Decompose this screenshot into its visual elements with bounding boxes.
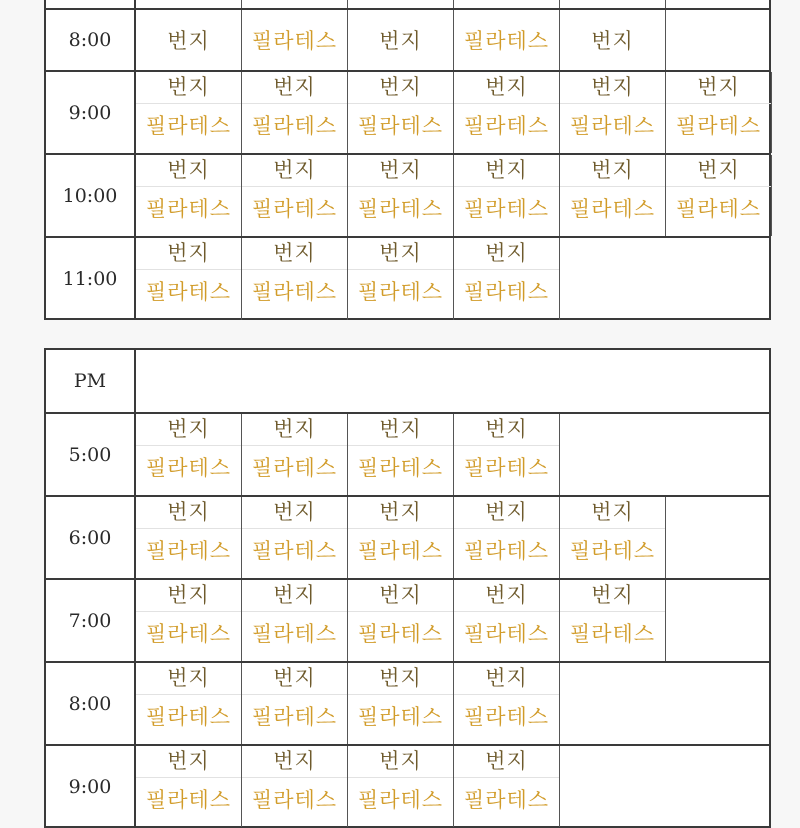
pilates-label: 필라테스	[251, 456, 338, 480]
class-cell	[454, 155, 560, 236]
class-cell	[666, 72, 772, 153]
class-cell	[242, 0, 348, 8]
bungee-label: 번지	[560, 497, 665, 529]
bungee-label: 번지	[560, 72, 665, 104]
bungee-label: 번지	[136, 72, 241, 104]
pilates-label: 필라테스	[569, 622, 656, 646]
bungee-label: 번지	[379, 29, 422, 53]
bungee-label: 번지	[454, 663, 559, 695]
bungee-label: 번지	[348, 72, 453, 104]
pilates-label: 필라테스	[463, 788, 550, 812]
bungee-label: 번지	[454, 414, 559, 446]
pilates-label: 필라테스	[251, 788, 338, 812]
class-cell	[348, 72, 454, 153]
bungee-label: 번지	[242, 155, 347, 187]
pm-row	[46, 661, 769, 744]
pilates-label: 필라테스	[463, 29, 550, 53]
pilates-label: 필라테스	[145, 788, 232, 812]
pm-schedule-table	[44, 348, 771, 828]
pilates-label: 필라테스	[463, 280, 550, 304]
class-cell	[136, 497, 242, 578]
pm-row	[46, 578, 769, 661]
pilates-label: 필라테스	[463, 197, 550, 221]
class-cell	[242, 238, 348, 320]
pilates-label: 필라테스	[675, 197, 762, 221]
pilates-label: 필라테스	[463, 705, 550, 729]
bungee-label: 번지	[454, 72, 559, 104]
time-label: 5:00	[46, 414, 136, 495]
pilates-label: 필라테스	[145, 114, 232, 138]
pilates-label: 필라테스	[145, 197, 232, 221]
class-cell	[136, 0, 242, 8]
class-cell	[454, 238, 560, 320]
class-cell	[242, 72, 348, 153]
class-cell	[136, 72, 242, 153]
bungee-label: 번지	[136, 580, 241, 612]
am-row	[46, 70, 769, 153]
time-label: 9:00	[46, 746, 136, 827]
time-label: 10:00	[46, 155, 136, 236]
pilates-label: 필라테스	[569, 539, 656, 563]
am-row	[46, 8, 769, 70]
pilates-label: 필라테스	[145, 539, 232, 563]
pilates-label: 필라테스	[463, 456, 550, 480]
class-cell	[348, 746, 454, 827]
pilates-label: 필라테스	[251, 197, 338, 221]
bungee-label: 번지	[136, 497, 241, 529]
bungee-label: 번지	[454, 746, 559, 778]
pilates-label: 필라테스	[463, 622, 550, 646]
bungee-label: 번지	[136, 238, 241, 270]
class-cell	[242, 414, 348, 495]
class-cell	[454, 497, 560, 578]
class-cell	[560, 10, 666, 70]
pilates-label: 필라테스	[357, 280, 444, 304]
class-cell	[666, 155, 772, 236]
class-cell	[560, 580, 666, 661]
class-cell	[242, 10, 348, 70]
pm-label: PM	[46, 350, 136, 412]
pm-row	[46, 744, 769, 827]
class-cell	[136, 663, 242, 744]
pilates-label: 필라테스	[357, 788, 444, 812]
bungee-label: 번지	[560, 155, 665, 187]
class-cell	[348, 497, 454, 578]
bungee-label: 번지	[136, 155, 241, 187]
am-row	[46, 236, 769, 320]
bungee-label: 번지	[348, 497, 453, 529]
bungee-label: 번지	[591, 29, 634, 53]
pilates-label: 필라테스	[463, 114, 550, 138]
bungee-label: 번지	[242, 663, 347, 695]
bungee-label: 번지	[242, 72, 347, 104]
pilates-label: 필라테스	[357, 622, 444, 646]
class-cell	[242, 663, 348, 744]
class-cell	[454, 72, 560, 153]
class-cell	[348, 0, 454, 8]
bungee-label: 번지	[348, 414, 453, 446]
pilates-label: 필라테스	[675, 114, 762, 138]
time-label	[46, 0, 136, 8]
time-label: 6:00	[46, 497, 136, 578]
pilates-label: 필라테스	[357, 539, 444, 563]
class-cell	[560, 497, 666, 578]
class-cell	[136, 414, 242, 495]
bungee-label: 번지	[348, 155, 453, 187]
time-label: 8:00	[46, 663, 136, 744]
class-cell	[136, 10, 242, 70]
pilates-label: 필라테스	[145, 622, 232, 646]
bungee-label: 번지	[136, 746, 241, 778]
pilates-label: 필라테스	[357, 456, 444, 480]
time-label: 11:00	[46, 238, 136, 320]
pilates-label: 필라테스	[145, 456, 232, 480]
class-cell	[348, 155, 454, 236]
class-cell	[454, 663, 560, 744]
bungee-label: 번지	[242, 497, 347, 529]
class-cell	[242, 155, 348, 236]
class-cell	[242, 746, 348, 827]
class-cell	[454, 10, 560, 70]
bungee-label: 번지	[454, 497, 559, 529]
bungee-label: 번지	[454, 155, 559, 187]
pm-row	[46, 412, 769, 495]
bungee-label: 번지	[454, 238, 559, 270]
pilates-label: 필라테스	[251, 622, 338, 646]
class-cell	[348, 580, 454, 661]
bungee-label: 번지	[242, 238, 347, 270]
am-row	[46, 0, 769, 8]
bungee-label: 번지	[348, 746, 453, 778]
class-cell	[136, 746, 242, 827]
class-cell	[242, 497, 348, 578]
class-cell	[348, 663, 454, 744]
class-cell	[348, 414, 454, 495]
bungee-label: 번지	[560, 580, 665, 612]
bungee-label: 번지	[454, 580, 559, 612]
pilates-label: 필라테스	[357, 197, 444, 221]
pilates-label: 필라테스	[251, 29, 338, 53]
bungee-label: 번지	[136, 663, 241, 695]
bungee-label: 번지	[348, 238, 453, 270]
pilates-label: 필라테스	[145, 705, 232, 729]
class-cell	[560, 155, 666, 236]
time-label: 9:00	[46, 72, 136, 153]
class-cell	[560, 72, 666, 153]
class-cell	[136, 238, 242, 320]
class-cell	[454, 580, 560, 661]
bungee-label: 번지	[242, 414, 347, 446]
bungee-label: 번지	[348, 580, 453, 612]
pilates-label: 필라테스	[463, 539, 550, 563]
class-cell	[242, 580, 348, 661]
bungee-label: 번지	[348, 663, 453, 695]
bungee-label: 번지	[242, 746, 347, 778]
pilates-label: 필라테스	[569, 197, 656, 221]
pilates-label: 필라테스	[251, 280, 338, 304]
class-cell	[348, 238, 454, 320]
class-cell	[136, 155, 242, 236]
bungee-label: 번지	[167, 29, 210, 53]
class-cell	[136, 580, 242, 661]
pilates-label: 필라테스	[357, 114, 444, 138]
pm-header-row	[46, 350, 769, 412]
time-label: 7:00	[46, 580, 136, 661]
am-row	[46, 153, 769, 236]
pilates-label: 필라테스	[251, 705, 338, 729]
pilates-label: 필라테스	[357, 705, 444, 729]
pm-row	[46, 495, 769, 578]
pilates-label: 필라테스	[251, 539, 338, 563]
class-cell	[454, 746, 560, 827]
pilates-label: 필라테스	[569, 114, 656, 138]
class-cell	[560, 0, 666, 8]
bungee-label: 번지	[666, 72, 771, 104]
am-schedule-table	[44, 0, 771, 320]
bungee-label: 번지	[666, 155, 771, 187]
pilates-label: 필라테스	[145, 280, 232, 304]
pilates-label: 필라테스	[251, 114, 338, 138]
class-cell	[454, 0, 560, 8]
bungee-label: 번지	[242, 580, 347, 612]
time-label: 8:00	[46, 10, 136, 70]
class-cell	[454, 414, 560, 495]
class-cell	[348, 10, 454, 70]
bungee-label: 번지	[136, 414, 241, 446]
